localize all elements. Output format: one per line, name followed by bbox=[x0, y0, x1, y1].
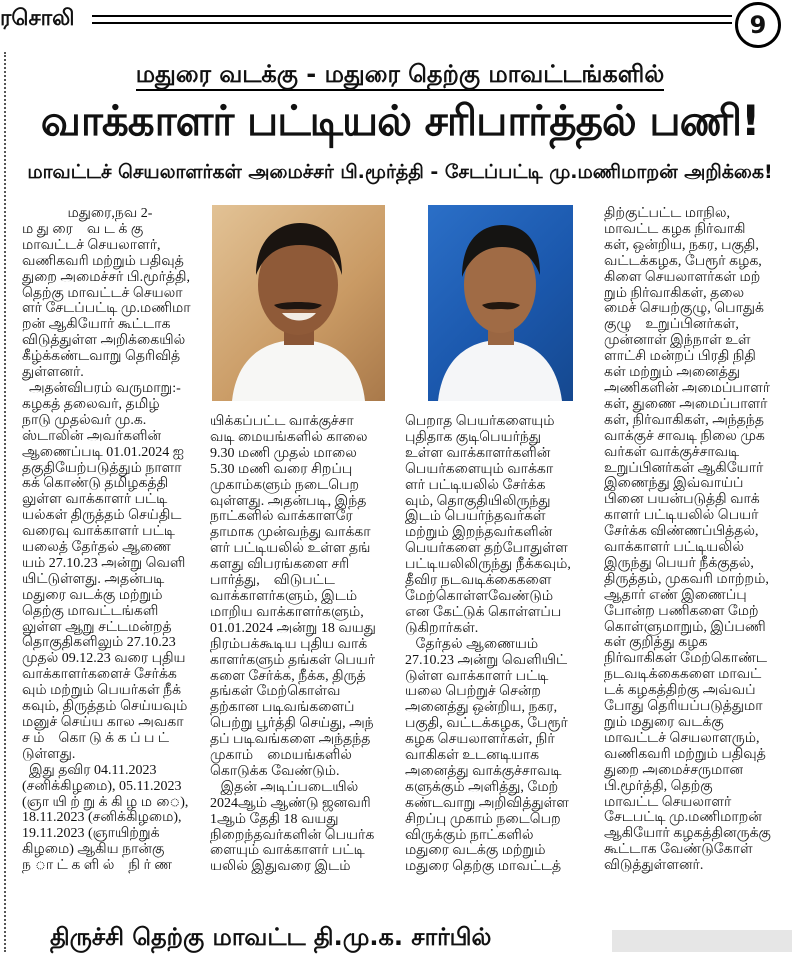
next-article-headline: திருச்சி தெற்கு மாவட்ட தி.மு.க. சார்பில் bbox=[50, 923, 492, 951]
portrait-illustration bbox=[212, 205, 385, 401]
portrait-illustration bbox=[428, 205, 573, 401]
page-number: 9 bbox=[735, 2, 781, 48]
kicker-text: மதுரை வடக்கு - மதுரை தெற்கு மாவட்டங்களில் bbox=[136, 60, 665, 91]
column-divider bbox=[4, 52, 6, 952]
article-column-3: பெறாத பெயர்களையும் புதிதாக குடிபெயர்ந்து உள்ள வாக்காளர்களின் பெயர்களையும் வாக்கா ளர் பட்டியலில் சேர்க்க வும், தொகுதியிலிருந்து இடம் பெயர்ந்தவர்கள் மற்றும் இறந்தவர்களின் பெயர்களை தற்போதுள்ள பட்டியலிலிருந்து நீக்கவும், தீவிர நடவடிக்கைகளை மேற்கொள்ளவேண்டும் என கேட்டுக் கொள்ளப்ப டுகிறார்கள். தேர்தல் ஆணையம் 27.10.23 அன்று வெளியிட் டுள்ள வாக்காளர் பட்டி யலை பெற்றுச் சென்ற அனைத்து ஒன்றிய, நகர, பகுதி, வட்டக்கழக, பேரூர் கழக செயலாளர்கள், நிர் வாகிகள் உடனடியாக அனைத்து வாக்குச்சாவடி களுக்கும் அளித்து, மேற் கண்டவாறு அறிவித்துள்ள சிறப்பு முகாம் நடைபெற விருக்கும் நாட்களில் மதுரை வடக்கு மற்றும் மதுரை தெற்கு மாவட்டத் bbox=[405, 414, 571, 875]
next-article-photo bbox=[612, 930, 792, 952]
newspaper-name: ரசொலி bbox=[0, 6, 75, 31]
photo-p-moorthy bbox=[212, 205, 385, 401]
next-article bbox=[0, 923, 800, 952]
masthead bbox=[0, 0, 800, 44]
article-column-1: மதுரை,நவ 2- ம து ரை வ ட க் கு மாவட்டச் செயலாளர், வணிகவரி மற்றும் பதிவுத் துறை அமைச்சர் பி.மூர்த்தி, தெற்கு மாவட்டச் செயலா ளர் சேடப்பட்டி மு.மணிமா றன் ஆகியோர் கூட்டாக விடுத்துள்ள அறிக்கையில் கீழ்க்கண்டவாறு தெரிவித் துள்ளனர். அதன்விபரம் வருமாறு:- கழகத் தலைவர், தமிழ் நாடு முதல்வர் மு.க. ஸ்டாலின் அவர்களின் ஆணைப்படி 01.01.2024 ஐ தகுதியேற்படுத்தும் நாளா கக் கொண்டு தமிழகத்தி லுள்ள வாக்காளர் பட்டி யல்கள் திருத்தம் செய்திட வரைவு வாக்காளர் பட்டி யலைத் தேர்தல் ஆணை யம் 27.10.23 அன்று வெளி யிட்டுள்ளது. அதன்படி மதுரை வடக்கு மற்றும் தெற்கு மாவட்டங்களி லுள்ள ஆறு சட்டமன்றத் தொகுதிகளிலும் 27.10.23 முதல் 09.12.23 வரை புதிய வாக்காளர்களைச் சேர்க்க வும் மற்றும் பெயர்கள் நீக் கவும், திருத்தம் செய்யவும் மனுச் செய்ய கால அவகா ச ம் கொ டு க் க ப் ப ட் டுள்ளது. இது தவிர 04.11.2023 (சனிக்கிழமை), 05.11.2023 (ஞா யி ற் று க் கி ழ ம ை), 18.11.2023 (சனிக்கிழமை), 19.11.2023 (ஞாயிற்றுக் கிழமை) ஆகிய நான்கு ந ா ட் க ளி ல் நி ர் ண bbox=[22, 206, 191, 874]
article-subhead: மாவட்டச் செயலாளர்கள் அமைச்சர் பி.மூர்த்தி - சேடப்பட்டி மு.மணிமாறன் அறிக்கை! bbox=[27, 161, 773, 183]
masthead-rule bbox=[92, 15, 732, 24]
article-kicker bbox=[0, 60, 800, 91]
article-headline: வாக்காளர் பட்டியல் சரிபார்த்தல் பணி! bbox=[40, 96, 760, 145]
article-column-2: யிக்கப்பட்ட வாக்குச்சா வடி மையங்களில் காலை 9.30 மணி முதல் மாலை 5.30 மணி வரை சிறப்பு முகாம்களும் நடைபெற வுள்ளது. அதன்படி, இந்த நாட்களில் வாக்காளரே தாமாக முன்வந்து வாக்கா ளர் பட்டியலில் உள்ள தங் களது விபரங்களை சரி பார்த்து, விடுபட்ட வாக்காளர்களும், இடம் மாறிய வாக்காளர்களும், 01.01.2024 அன்று 18 வயது நிரம்பக்கூடிய புதிய வாக் காளர்களும் தங்கள் பெயர் களை சேர்க்க, நீக்க, திருத் தங்கள் மேற்கொள்வ தற்கான படிவங்களைப் பெற்று பூர்த்தி செய்து, அந் தப் படிவங்களை அந்தந்த முகாம் மையங்களில் கொடுக்க வேண்டும். இதன் அடிப்படையில் 2024ஆம் ஆண்டு ஜனவரி 1ஆம் தேதி 18 வயது நிறைந்தவர்களின் பெயர்க ளையும் வாக்காளர் பட்டி யலில் இதுவரை இடம் bbox=[210, 414, 376, 875]
photo-sedapatti-manimaran bbox=[428, 205, 573, 401]
article-column-4: திற்குட்பட்ட மாநில, மாவட்ட கழக நிர்வாகி கள், ஒன்றிய, நகர, பகுதி, வட்டக்கழக, பேரூர் கழக, கிளை செயலாளர்கள் மற் றும் நிர்வாகிகள், தலை மைச் செயற்குழு, பொதுக் குழு உறுப்பினர்கள், முன்னாள் இந்நாள் உள் ளாட்சி மன்றப் பிரதி நிதி கள் மற்றும் அனைத்து அணிகளின் அமைப்பாளர் கள், துணை அமைப்பாளர் கள், நிர்வாகிகள், அந்தந்த வாக்குச் சாவடி நிலை முக வர்கள் வாக்குச்சாவடி உறுப்பினர்கள் ஆகியோர் இணைந்து இவ்வாய்ப் பினை பயன்படுத்தி வாக் காளர் பட்டியலில் பெயர் சேர்க்க விண்ணப்பித்தல், வாக்காளர் பட்டியலில் இருந்து பெயர் நீக்குதல், திருத்தம், முகவரி மாற்றம், ஆதார் எண் இணைப்பு போன்ற பணிகளை மேற் கொள்ளுமாறும், இப்பணி கள் குறித்து கழக நிர்வாகிகள் மேற்கொண்ட நடவடிக்கைகளை மாவட் டக் கழகத்திற்கு அவ்வப் போது தெரியப்படுத்துமா றும் மதுரை வடக்கு மாவட்டச் செயலாளரும், வணிகவரி மற்றும் பதிவுத் துறை அமைச்சருமான பி.மூர்த்தி, தெற்கு மாவட்ட செயலாளர் சேடபட்டி மு.மணிமாறன் ஆகியோர் கழகத்தினருக்கு கூட்டாக வேண்டுகோள் விடுத்துள்ளனர். bbox=[604, 206, 771, 874]
